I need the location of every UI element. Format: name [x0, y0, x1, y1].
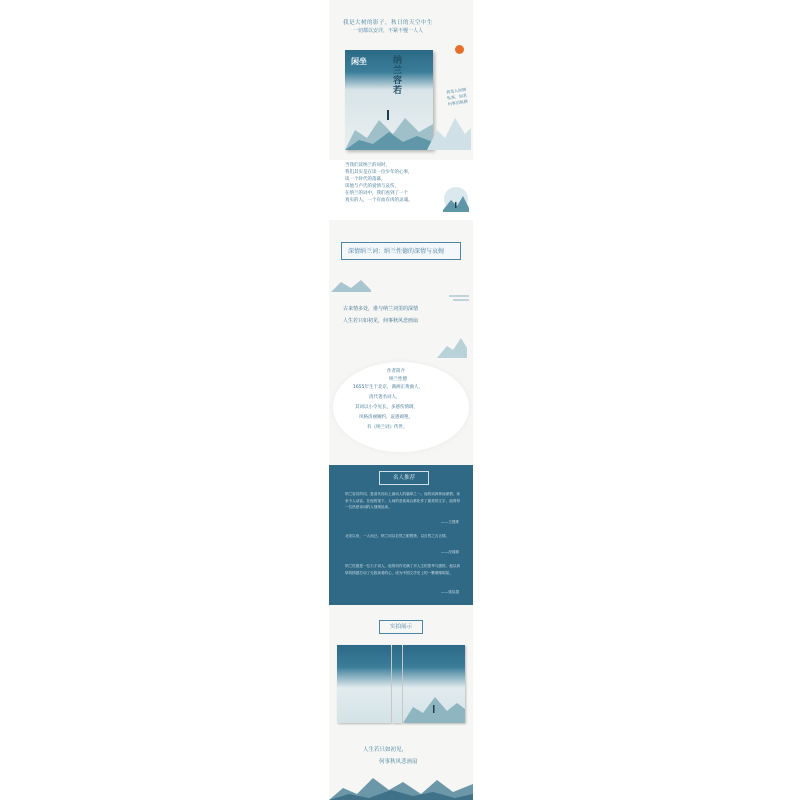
author-line: 风格清丽婉约，哀感顽艳， [359, 415, 413, 420]
wave-lines-icon [449, 294, 469, 304]
author-line: 有《纳兰词》传世。 [367, 425, 408, 430]
hero-quote: 我是人间惆怅客，知君何事泪纵横 [445, 86, 469, 107]
author-name: 纳兰性德 [389, 377, 407, 382]
mountain-decor [427, 110, 471, 150]
recommendation-signature: ——王国维 [441, 520, 459, 524]
ending-line-1: 人生若只如初见， [363, 747, 408, 753]
intro-line: 真实的人，一个有血有肉的灵魂。 [345, 198, 413, 203]
recommendation-paragraph: 纳兰性德是一位天才词人，他的词作充满了对人生的思考与感悟，他以真挚的情感打动了无数读者的心，成为中国文学史上的一颗璀璨明星。 [345, 564, 460, 575]
display-title: 实拍展示 [379, 620, 423, 634]
book-front-cover [403, 645, 465, 723]
hero-line-1: 我是大树的影子，秋日的天空中生 [343, 20, 434, 26]
book-cover [345, 50, 433, 150]
intro-section [329, 160, 473, 220]
author-line: 清代著名词人， [369, 395, 401, 400]
author-line: 1655年生于北京，满洲正黄旗人， [353, 385, 423, 390]
recommendation-signature: ——况周颐 [441, 550, 459, 554]
intro-line: 我们其实是在读一位少年的心事， [345, 170, 413, 175]
author-line: 其词以小令见长，多感伤情调， [355, 405, 418, 410]
book-title-main: 闲坐 [351, 57, 367, 66]
intro-line: 当我们读纳兰的词时， [345, 163, 390, 168]
book-spine [392, 645, 402, 723]
section3-line: 人生若只如初见，何事秋风悲画扇 [343, 318, 419, 324]
recommendation-paragraph: 纳兰容若的词，是清代词坛上最动人的篇章之一。他的词真挚而深情，读来令人动容。在他的笔下，人间的悲欢离合都化作了最美的文字，值得每一位热爱诗词的人细细品读。 [345, 492, 460, 509]
banner-text: 深情纳兰词：纳兰性德的深情与哀婉 [348, 248, 445, 255]
mountain-footer [329, 770, 473, 800]
recommendation-paragraph: 北宋以来，一人而已。纳兰词以自然之眼观物，以自然之舌言情。 [345, 534, 450, 538]
book-title-side: 纳兰容若 [393, 56, 403, 96]
product-detail-strip [329, 0, 473, 800]
mountain-illustration [345, 90, 433, 150]
author-title: 作者简介 [387, 369, 405, 374]
ending-line-2: 何事秋风悲画扇 [379, 759, 418, 765]
mountain-illustration [403, 683, 465, 723]
book-back-cover [337, 645, 391, 723]
section-banner [341, 242, 461, 260]
hero-line-2: 一切都以安详，不紧不慢一人人 [353, 28, 424, 34]
intro-line: 在纳兰的词中，我们看到了一个 [345, 191, 408, 196]
intro-line: 读他与卢氏的爱情与哀伤， [345, 184, 399, 189]
recommendation-signature: ——梁启超 [441, 590, 459, 594]
display-section [329, 605, 473, 800]
sun-icon [455, 45, 464, 54]
boat-icon [443, 186, 469, 212]
section3-line: 古来情多处，谁与纳兰词里的深情 [343, 306, 419, 312]
recommendation-title: 名人推荐 [379, 471, 429, 485]
intro-line: 读一个时代的落幕， [345, 177, 386, 182]
hill-decor-left [331, 278, 371, 292]
recommendation-section [329, 465, 473, 605]
hero-section [329, 0, 473, 160]
hill-decor-right [437, 338, 467, 358]
quote-section [329, 222, 473, 462]
author-oval [333, 362, 469, 452]
